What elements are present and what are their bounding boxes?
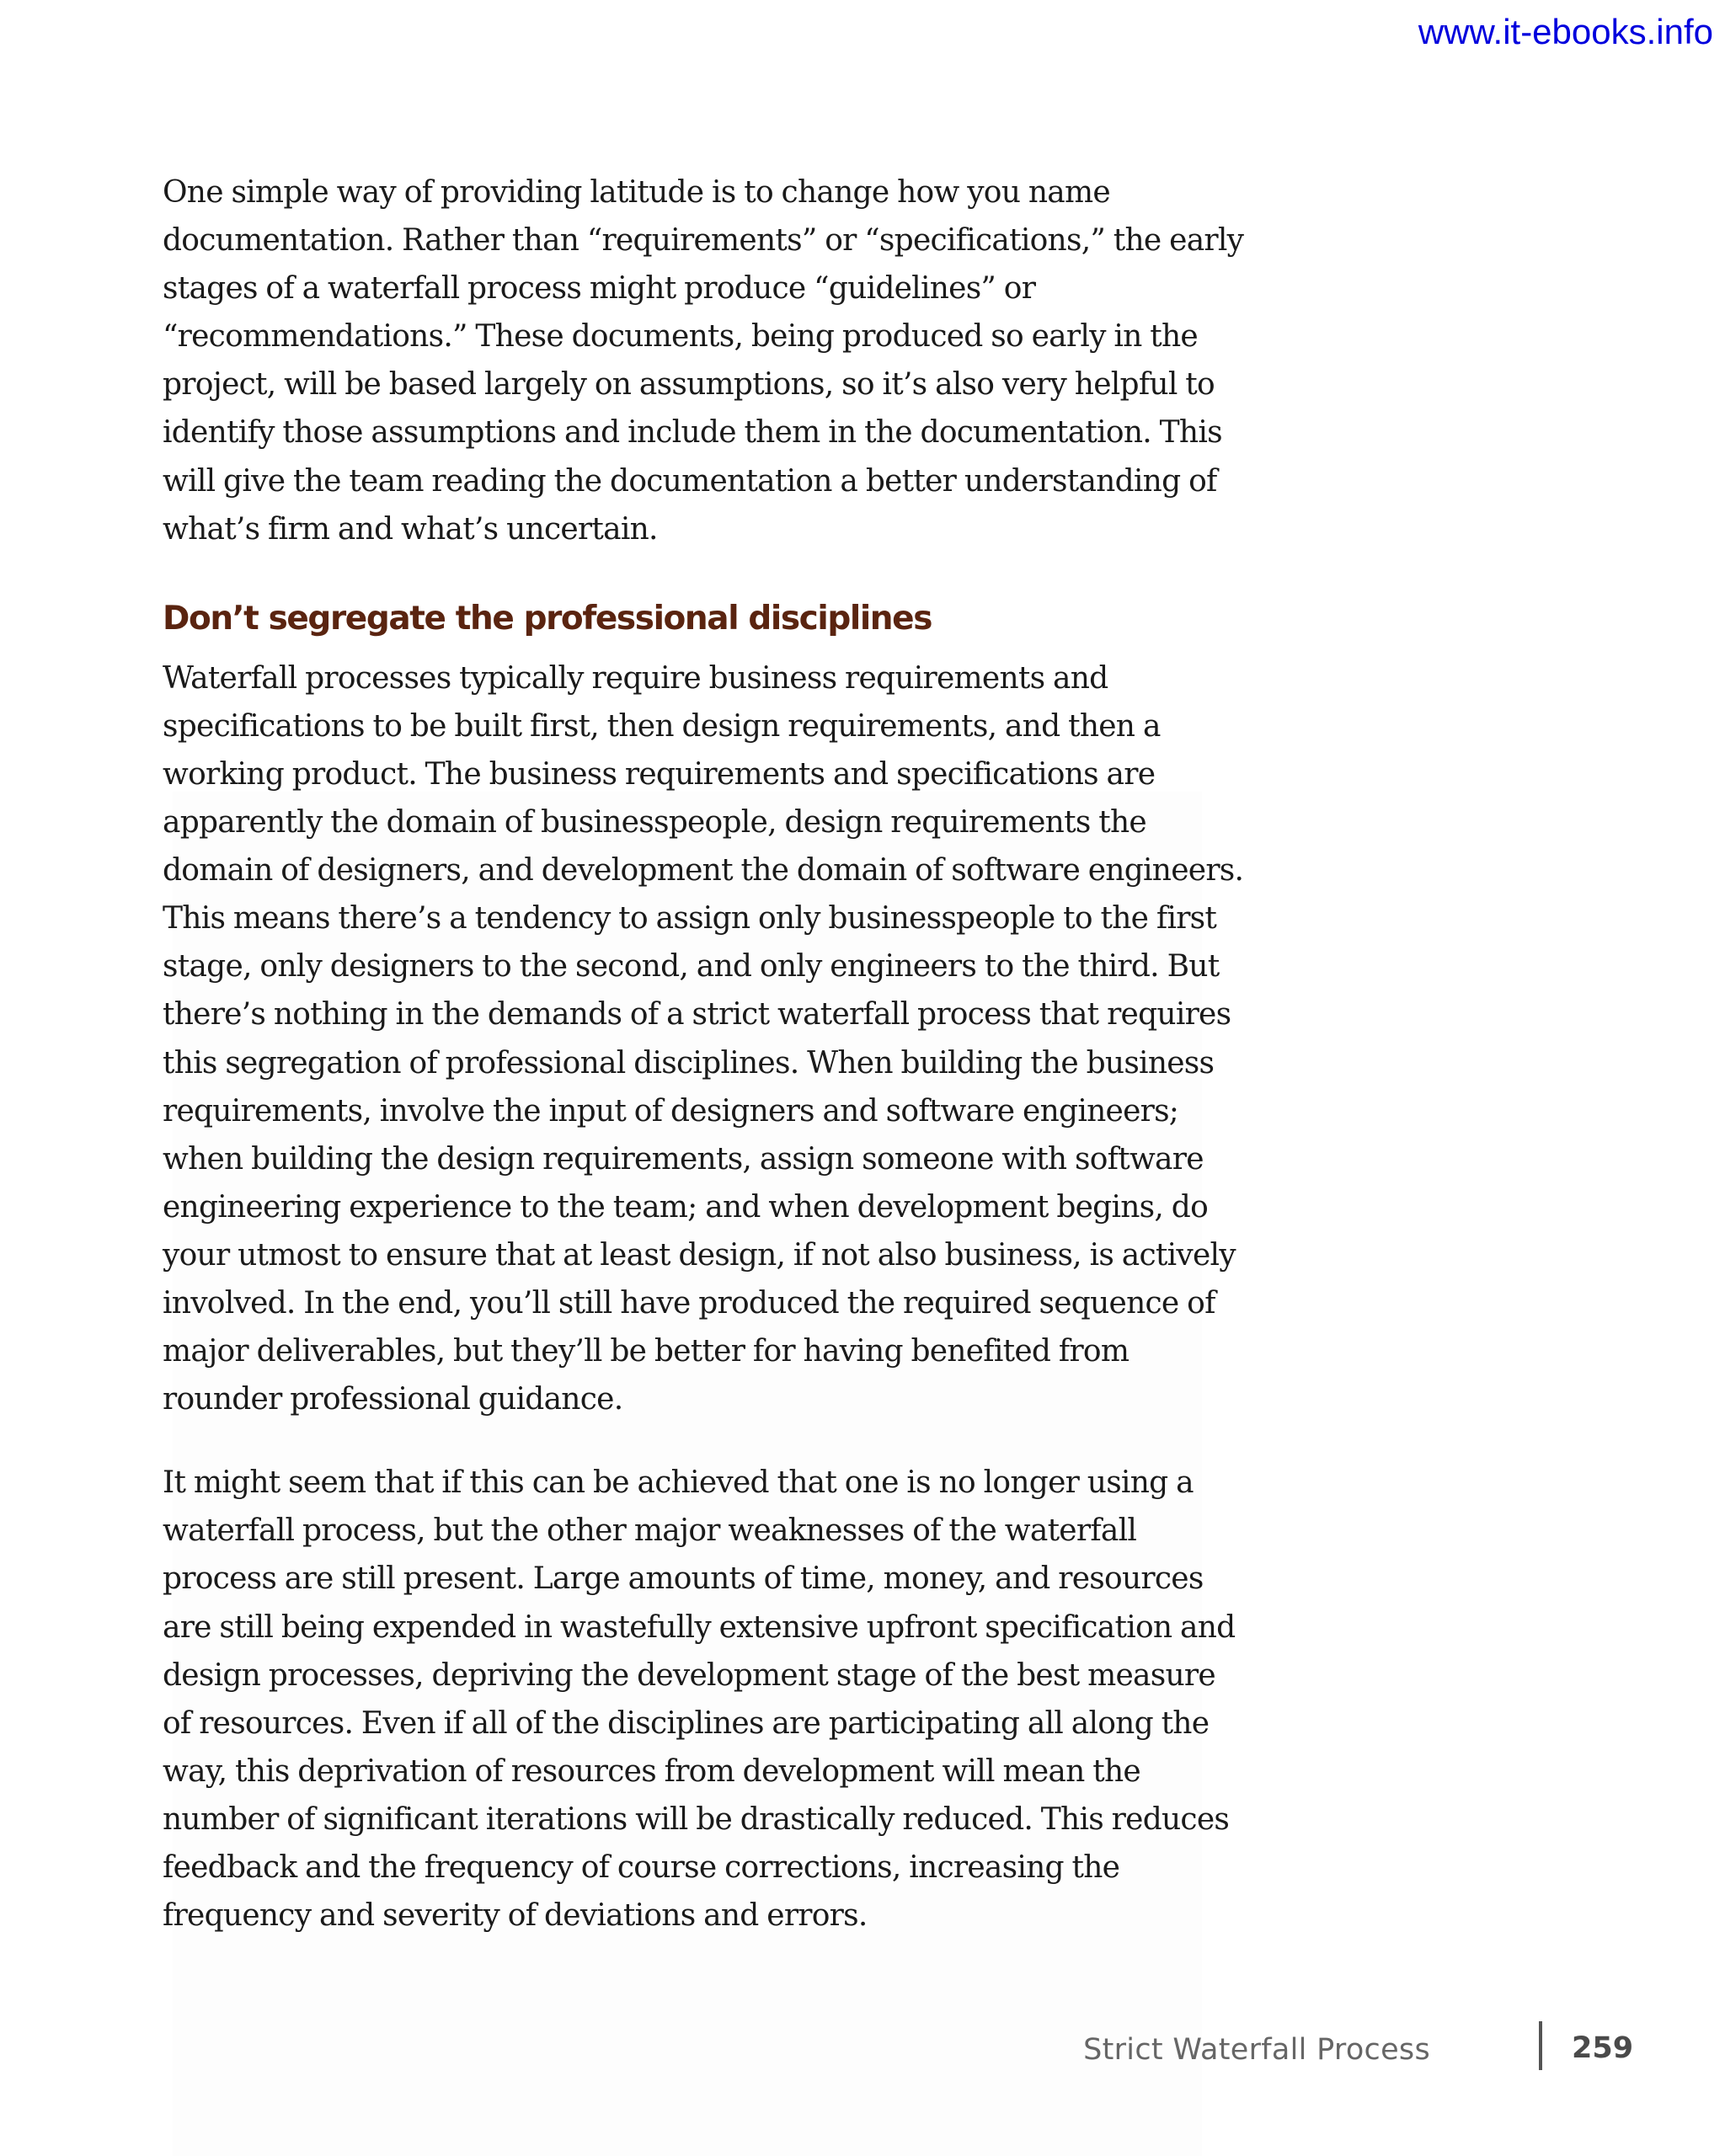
page-number: 259 (1572, 2031, 1634, 2065)
footer-divider (1539, 2021, 1542, 2070)
page-body (163, 168, 1249, 1940)
paragraph: Waterfall processes typically require business requirements and specifications to be built first, then design requirements, and then a working product. The business requirements and specifications are apparently the domain of businesspeople, design requirements the domain of designers, and development the domain of software engineers. This means there’s a tendency to assign only businesspeople to the first stage, only designers to the second, and only engineers to the third. But there’s nothing in the demands of a strict waterfall process that requires this segregation of professional disciplines. When building the business requirements, involve the input of designers and software engineers; when building the design requirements, assign someone with software engineering experience to the team; and when development begins, do your utmost to ensure that at least design, if not also business, is actively involved. In the end, you’ll still have produced the required sequence of major deliverables, but they’ll be better for having benefited from rounder professional guidance. (163, 660, 1244, 1417)
watermark-link[interactable]: www.it-ebooks.info (1418, 12, 1713, 51)
running-title: Strict Waterfall Process (1083, 2033, 1430, 2067)
paragraph: One simple way of providing latitude is to change how you name documentation. Rather than “requirements” or “specifications,” the early stages of a waterfall process might produce “guidelines” or “recommendations.” These documents, being produced so early in the project, will be based largely on assumptions, so it’s also very helpful to identify those assumptions and include them in the documentation. This will give the team reading the documentation a better understanding of what’s firm and what’s uncertain. (163, 175, 1244, 547)
paragraph: It might seem that if this can be achieved that one is no longer using a waterfall process, but the other major weaknesses of the waterfall process are still present. Large amounts of time, money, and resources are still being expended in wastefully extensive upfront specification and design processes, depriving the development stage of the best measure of resources. Even if all of the disciplines are participating all along the way, this deprivation of resources from development will mean the number of significant iterations will be drastically reduced. This reduces feedback and the frequency of course corrections, increasing the frequency and severity of deviations and errors. (163, 1465, 1236, 1934)
section-heading: Don’t segregate the professional disciplines (163, 599, 932, 638)
page-footer (1083, 2021, 1634, 2077)
